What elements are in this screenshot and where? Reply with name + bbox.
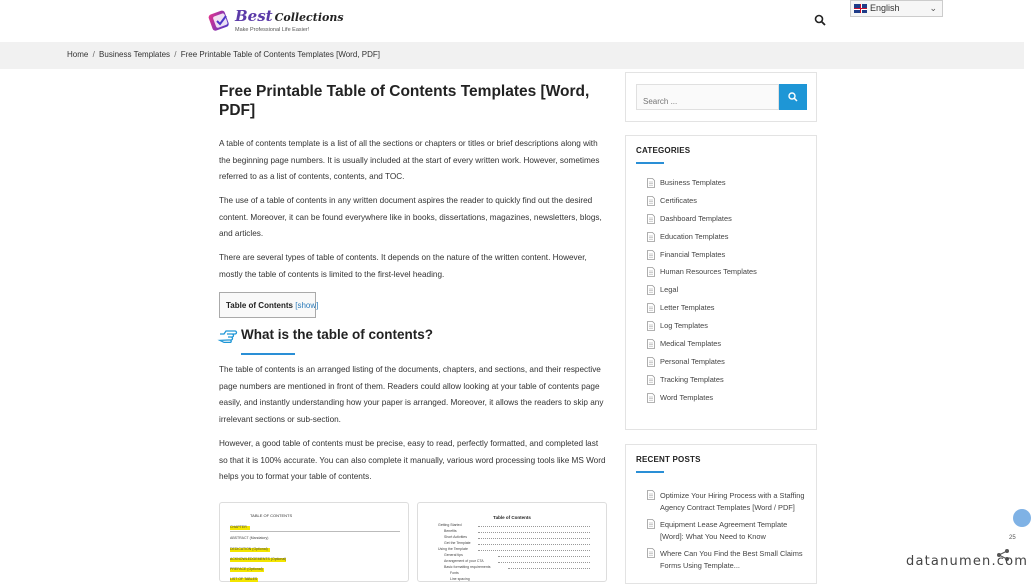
thumbnail-row: Fonts (450, 571, 459, 575)
site-header (0, 0, 1024, 42)
category-item[interactable] (647, 267, 757, 285)
document-icon (647, 196, 655, 206)
heading-underline (241, 353, 295, 355)
section-heading (219, 326, 607, 356)
category-label: Letter Templates (660, 303, 715, 313)
breadcrumb (67, 50, 380, 59)
thumbnail-row: Short Activities (444, 535, 467, 539)
category-label: Certificates (660, 195, 697, 205)
document-icon (647, 393, 655, 403)
categories-widget (625, 135, 817, 430)
thumbnail-row: Using the Template (438, 547, 468, 551)
thumbnail-row: Line spacing (450, 577, 470, 581)
floating-side-button[interactable] (1013, 509, 1031, 527)
breadcrumb-separator: / (92, 50, 95, 59)
site-logo[interactable] (207, 5, 344, 35)
document-icon (647, 548, 655, 558)
toc-label: Table of Contents (226, 301, 293, 310)
chevron-down-icon: ⌄ (929, 3, 937, 13)
thumbnail-row: ABSTRACT (Mandatory) (230, 536, 269, 540)
row-line (230, 531, 400, 532)
dot-leader (498, 556, 590, 557)
thumbnail-row: Arrangement of your CTA (444, 559, 484, 563)
category-label: Personal Templates (660, 356, 725, 366)
recent-post-label: Where Can You Find the Best Small Claims Forms Using Template... (660, 549, 803, 570)
document-icon (647, 519, 655, 529)
category-label: Log Templates (660, 321, 708, 331)
category-label: Legal (660, 285, 679, 295)
widget-title: RECENT POSTS (636, 455, 701, 464)
search-icon[interactable] (814, 14, 826, 26)
category-list (647, 178, 757, 411)
thumbnail-row: DEDICATION (Optional) (230, 547, 268, 551)
search-button[interactable] (779, 84, 807, 110)
thumbnail-row: Benefits (444, 529, 457, 533)
document-icon (647, 303, 655, 313)
language-label: English (870, 3, 900, 13)
toc-box (219, 292, 319, 318)
thumbnail-row: LIST OF TABLES (230, 577, 258, 581)
thumbnail-row: CHAPTER (230, 525, 247, 529)
watermark: datanumen.com (906, 554, 1029, 569)
widget-title: CATEGORIES (636, 146, 691, 155)
uk-flag-icon (854, 4, 867, 13)
intro-paragraph: There are several types of table of contents. It depends on the nature of the written content. However, mostly the table of contents is limited to the first-level heading. (219, 253, 587, 279)
category-item[interactable] (647, 232, 757, 250)
dot-leader (478, 532, 590, 533)
category-item[interactable] (647, 196, 757, 214)
dot-leader (478, 526, 590, 527)
dot-leader (478, 538, 590, 539)
recent-posts-list (647, 490, 812, 577)
thumbnail-row: Basic formatting requirements (444, 565, 491, 569)
category-item[interactable] (647, 303, 757, 321)
dot-leader (478, 550, 590, 551)
category-label: Human Resources Templates (660, 267, 757, 277)
category-item[interactable] (647, 285, 757, 303)
thumbnail-row: ACKNOWLEDGEMENTS (Optional) (230, 557, 287, 561)
thumbnail-row: General tips (444, 553, 463, 557)
recent-posts-widget (625, 444, 817, 584)
document-icon (647, 285, 655, 295)
template-thumbnail[interactable] (417, 502, 607, 582)
category-item[interactable] (647, 250, 757, 268)
category-item[interactable] (647, 321, 757, 339)
category-label: Dashboard Templates (660, 213, 732, 223)
breadcrumb-separator: / (174, 50, 177, 59)
thumbnail-row: Get the Template (444, 541, 471, 545)
thumbnail-row: PREFACE (Optional) (230, 567, 263, 571)
dot-leader (508, 568, 590, 569)
breadcrumb-bar (0, 42, 1024, 69)
category-label: Business Templates (660, 178, 726, 187)
category-item[interactable] (647, 357, 757, 375)
thumbnail-heading: Table of Contents (493, 515, 531, 520)
document-icon (647, 490, 655, 500)
logo-title-suffix: Collections (274, 11, 344, 24)
document-icon (647, 214, 655, 224)
document-icon (647, 375, 655, 385)
template-thumbnail[interactable] (219, 502, 409, 582)
thumbnail-heading: TABLE OF CONTENTS (250, 513, 293, 518)
search-icon (788, 92, 798, 102)
recent-post-item[interactable] (647, 548, 812, 571)
recent-post-label: Equipment Lease Agreement Template [Word]: What You Need to Know (660, 520, 788, 541)
page-title: Free Printable Table of Contents Templates [Word, PDF] (219, 83, 590, 119)
document-icon (647, 250, 655, 260)
recent-post-label: Optimize Your Hiring Process with a Staffing Agency Contract Templates [Word / PDF] (660, 491, 805, 512)
section-paragraph: The table of contents is an arranged listing of the documents, chapters, and sections, and their respective page numbers are mentioned in front of them. Readers could allow looking at your table of contents page easily, and instantly understanding how your paper is arranged. Moreover, it allows the readers to skip any irrelevant sections or sub-section. (219, 365, 604, 424)
document-icon (647, 339, 655, 349)
widget-title-underline (636, 471, 664, 473)
share-count: 25 (1009, 535, 1016, 541)
logo-tagline: Make Professional Life Easier! (235, 27, 310, 33)
breadcrumb-home[interactable]: Home (67, 50, 89, 59)
category-label: Medical Templates (660, 339, 722, 349)
category-label: Tracking Templates (660, 374, 724, 384)
category-item[interactable] (647, 393, 757, 411)
breadcrumb-current: Free Printable Table of Contents Templates [Word, PDF] (180, 50, 380, 59)
recent-post-item[interactable] (647, 490, 812, 513)
category-item[interactable] (647, 375, 757, 393)
category-label: Education Templates (660, 231, 729, 241)
section-heading-text: What is the table of contents? (241, 327, 434, 342)
category-item[interactable] (647, 178, 757, 196)
document-icon (647, 357, 655, 367)
search-input[interactable] (636, 84, 779, 110)
intro-paragraph: A table of contents template is a list of all the sections or chapters or titles or brief descriptions along with the beginning page numbers. It is usually included at the start of every written work. However, sometimes referred to as a list of contents, contents, and TOC. (219, 139, 600, 181)
dot-leader (478, 544, 590, 545)
document-icon (647, 267, 655, 277)
document-icon (647, 232, 655, 242)
breadcrumb-business-templates[interactable]: Business Templates (99, 50, 171, 59)
category-label: Word Templates (660, 392, 714, 402)
article (219, 82, 607, 581)
widget-title-underline (636, 162, 664, 164)
thumbnail-row: Getting Started (438, 523, 462, 527)
intro-paragraph: The use of a table of contents in any written document aspires the reader to quickly find out the desired content. Moreover, it can be found everywhere like in books, dissertations, magazines, newsletters, blogs, and articles. (219, 196, 602, 238)
category-item[interactable] (647, 339, 757, 357)
logo-title: Best Collections (235, 7, 344, 25)
language-selector[interactable] (850, 0, 943, 17)
document-icon (647, 321, 655, 331)
logo-mark-icon (207, 7, 233, 33)
section-paragraph: However, a good table of contents must be precise, easy to read, perfectly formatted, and completed last so that it is 100% accurate. You can also complete it manually, various word processing tools like MS Word helps you to format your table of contents. (219, 439, 606, 481)
pointing-hand-icon (219, 329, 237, 343)
toc-toggle[interactable]: [show] (295, 301, 319, 310)
search-widget (625, 72, 817, 122)
category-label: Financial Templates (660, 249, 726, 259)
document-icon (647, 178, 655, 188)
category-item[interactable] (647, 214, 757, 232)
recent-post-item[interactable] (647, 519, 812, 542)
dot-leader (498, 562, 590, 563)
